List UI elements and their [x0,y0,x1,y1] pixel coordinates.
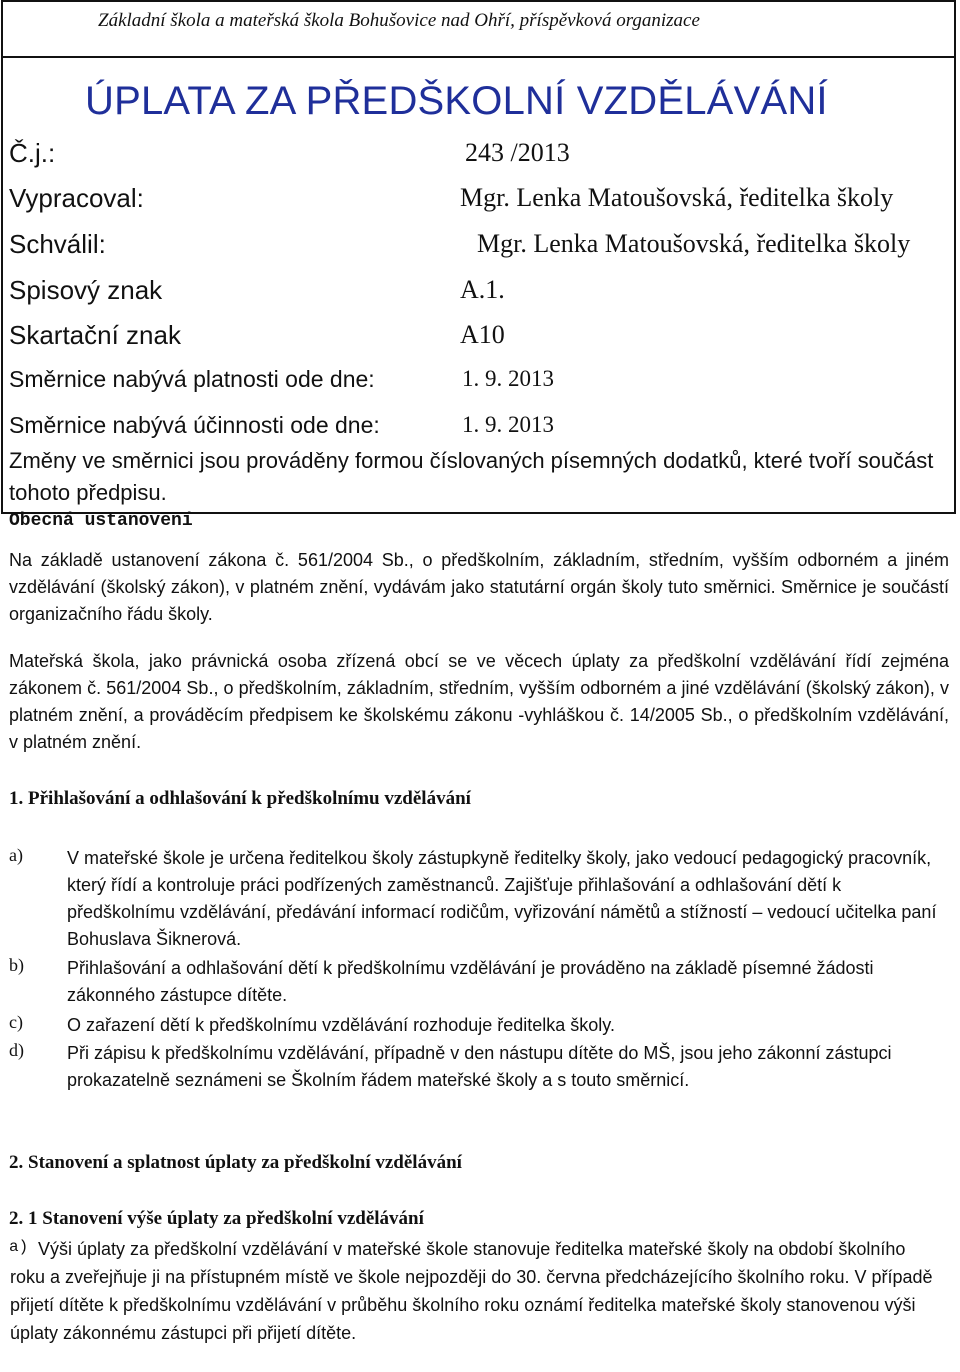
effect-value: 1. 9. 2013 [462,412,554,437]
list-item-a-text: V mateřské škole je určena ředitelkou školy zástupkyně ředitelky školy, jako vedoucí pedagogický pracovník, který řídí a kontroluje práci podřízených zaměstnanců. Zajišťuje přihlašování a odhlašování dětí k předškolnímu vzdělávání, předávání informací rodičům, vyřizování námětů a stížností – vedoucí učitelka paní Bohuslava Šiknerová. [67,848,937,949]
prepared-value: Mgr. Lenka Matoušovská, ředitelka školy [460,183,894,212]
section-2-1-heading: 2. 1 Stanovení výše úplaty za předškolní vzdělávání [9,1208,424,1229]
list-item-c-mark: c) [9,1012,23,1032]
section-1-heading: 1. Přihlašování a odhlašování k předškolnímu vzdělávání [9,788,471,809]
approved-value: Mgr. Lenka Matoušovská, ředitelka školy [477,229,911,258]
section-2-1-item-mark: a) [9,1238,29,1256]
validity-value: 1. 9. 2013 [462,366,554,391]
cj-value: 243 /2013 [465,138,570,167]
general-paragraph-2: Mateřská škola, jako právnická osoba zřízená obcí se ve věcech úplaty za předškolní vzdělávání řídí zejména zákonem č. 561/2004 Sb., o předškolním, základním, středním, vyšším odborném a jiné vzdělávání (školský zákon), v platném znění, a prováděcím předpisem ke školskému zákonu -vyhláškou č. 14/2005 Sb., o předškolním vzdělávání, v platném znění. [9,651,949,752]
general-heading: Obecná ustanovení [9,511,193,531]
list-item-c-text: O zařazení dětí k předškolnímu vzdělávání rozhoduje ředitelka školy. [67,1015,615,1035]
shred-label: Skartační znak [9,320,181,350]
file-value: A.1. [460,275,505,304]
list-item-b-text: Přihlašování a odhlašování dětí k předškolnímu vzdělávání je prováděno na základě písemné žádosti zákonného zástupce dítěte. [67,958,874,1005]
prepared-label: Vypracoval: [9,183,144,213]
file-label: Spisový znak [9,275,163,305]
approved-label: Schválil: [9,229,106,259]
school-name: Základní škola a mateřská škola Bohušovice nad Ohří, příspěvková organizace [98,10,700,31]
shred-value: A10 [460,320,505,349]
document-title: ÚPLATA ZA PŘEDŠKOLNÍ VZDĚLÁVÁNÍ [85,79,828,123]
list-item-d-mark: d) [9,1040,24,1060]
list-item-d-text: Při zápisu k předškolnímu vzdělávání, případně v den nástupu dítěte do MŠ, jsou jeho zákonní zástupci prokazatelně seznámeni se Školním řádem mateřské školy a s touto směrnicí. [67,1043,892,1090]
section-2-heading: 2. Stanovení a splatnost úplaty za předškolní vzdělávání [9,1152,462,1173]
validity-label: Směrnice nabývá platnosti ode dne: [9,366,375,392]
changes-note: Změny ve směrnici jsou prováděny formou číslovaných písemných dodatků, které tvoří součást tohoto předpisu. [9,448,934,505]
list-item-a-mark: a) [9,845,23,865]
effect-label: Směrnice nabývá účinnosti ode dne: [9,412,380,438]
general-paragraph-1: Na základě ustanovení zákona č. 561/2004 Sb., o předškolním, základním, středním, vyšším odborném a jiném vzdělávání (školský zákon), v platném znění, vydávám jako statutární orgán školy tuto směrnici. Směrnice je součástí organizačního řádu školy. [9,550,949,624]
list-item-b-mark: b) [9,955,24,975]
cj-label: Č.j.: [9,138,56,168]
section-2-1-item-text: Výši úplaty za předškolní vzdělávání v mateřské škole stanovuje ředitelka mateřské školy na období školního roku a zveřejňuje ji na přístupném místě ve škole nejpozději do 30. června předcházejícího školního roku. V případě přijetí dítěte k předškolnímu vzdělávání v průběhu školního roku oznámí ředitelka mateřské školy stanovenou výši úplaty zákonnému zástupci při přijetí dítěte. [10,1239,933,1343]
school-header-box [1,0,956,58]
